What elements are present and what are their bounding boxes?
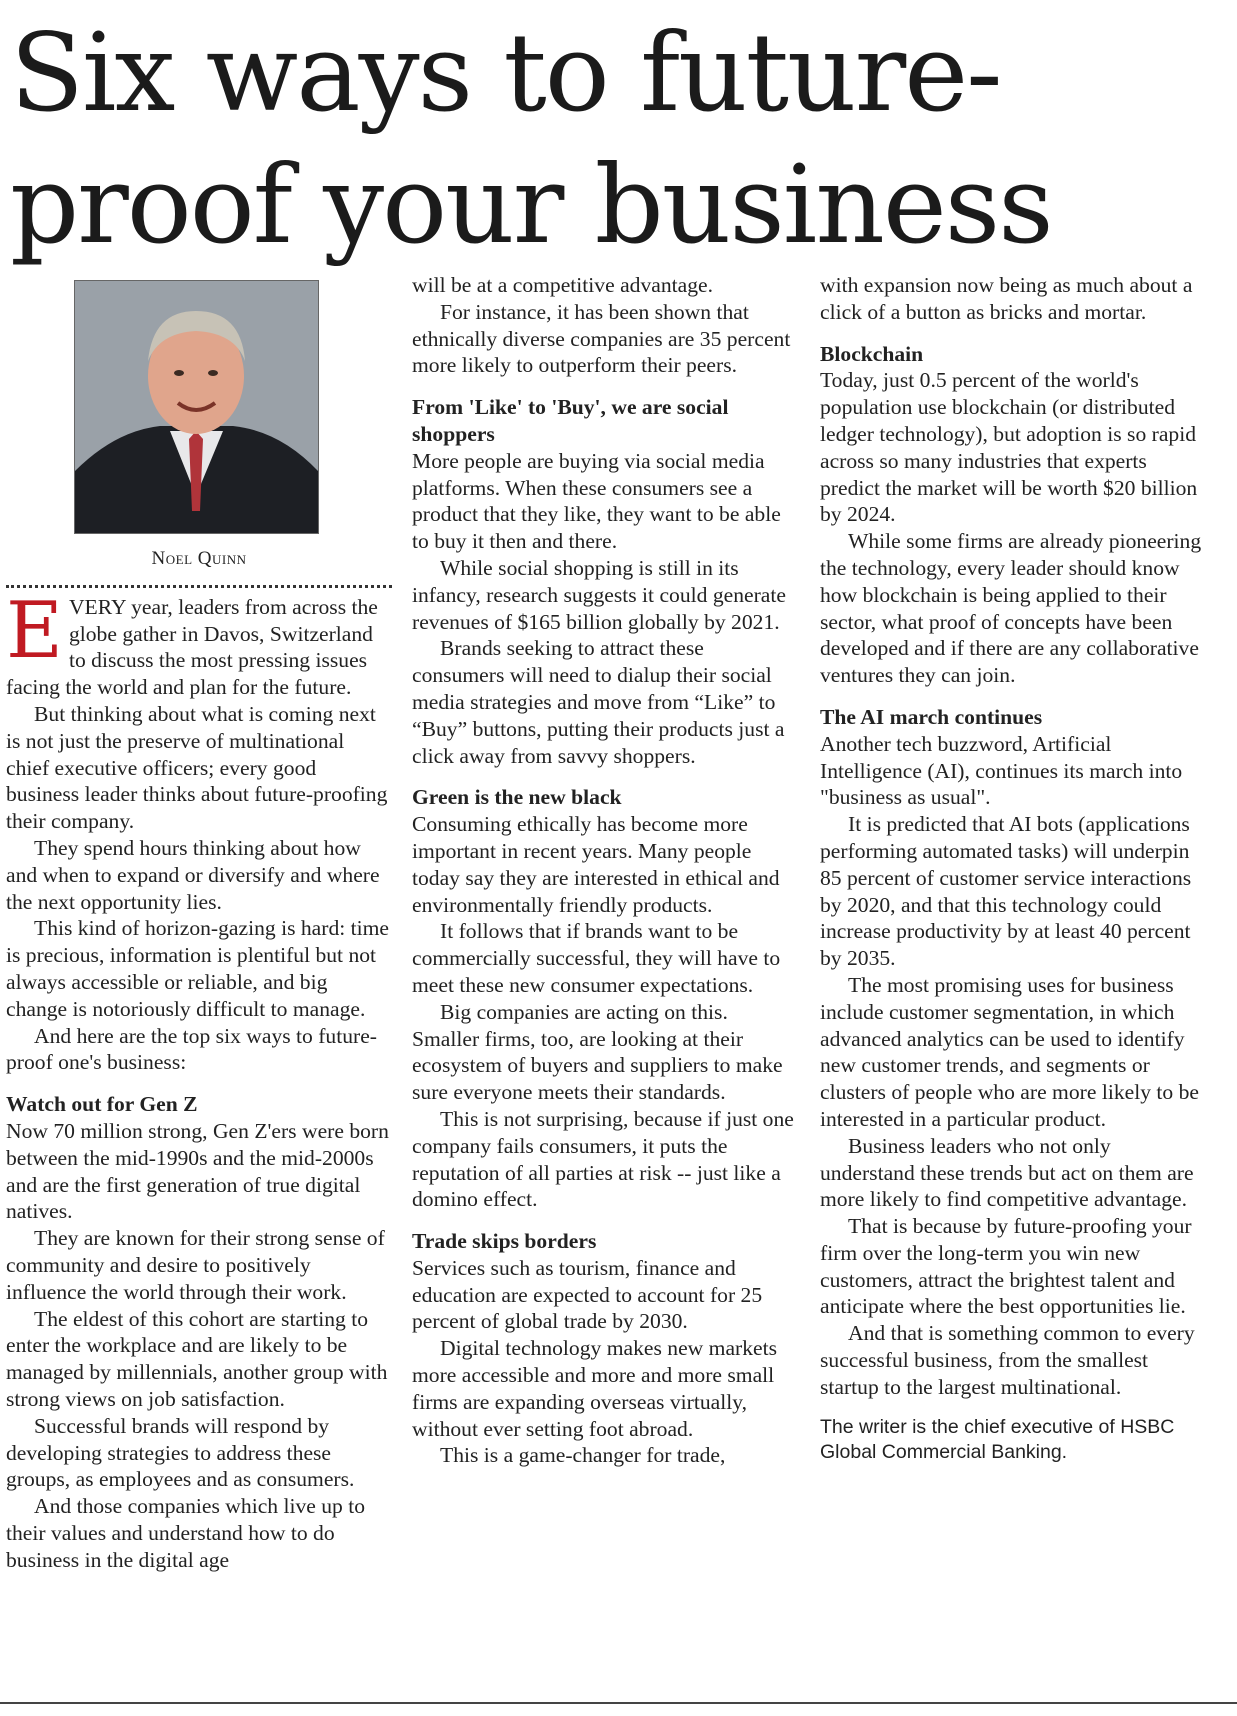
paragraph: Consuming ethically has become more important in recent years. Many people today say they are interested in ethical and environmentally friendly products. bbox=[412, 812, 780, 917]
subheading-trade: Trade skips borders bbox=[412, 1229, 597, 1254]
bottom-border bbox=[0, 1702, 1237, 1704]
paragraph: Successful brands will respond by developing strategies to address these groups, as employees and as consumers. bbox=[6, 1413, 355, 1492]
paragraph: Digital technology makes new markets more accessible and more and more small firms are expanding overseas virtually, without ever setting foot abroad. bbox=[412, 1336, 778, 1441]
paragraph: Another tech buzzword, Artificial Intelligence (AI), continues its march into "business as usual". bbox=[820, 731, 1183, 810]
paragraph: It is predicted that AI bots (applications performing automated tasks) will underpin 85 percent of customer service interactions by 2020, and that this technology could increase productivity by at least 40 percent by 2035. bbox=[820, 812, 1192, 971]
paragraph: Now 70 million strong, Gen Z'ers were born between the mid-1990s and the mid-2000s and are the first generation of true digital natives. bbox=[6, 1118, 389, 1224]
paragraph: This is not surprising, because if just one company fails consumers, it puts the reputation of all parties at risk -- just like a domino effect. bbox=[412, 1106, 794, 1212]
paragraph: And those companies which live up to their values and understand how to do business in the digital age bbox=[6, 1494, 366, 1572]
paragraph: But thinking about what is coming next is not just the preserve of multinational chief executive officers; every good business leader thinks about future-proofing their company. bbox=[6, 701, 388, 834]
paragraph: And here are the top six ways to future-proof one's business: bbox=[6, 1023, 377, 1075]
paragraph: Business leaders who not only understand these trends but act on them are more likely to find competitive advantage. bbox=[820, 1133, 1194, 1212]
subheading-blockchain: Blockchain bbox=[820, 341, 924, 366]
paragraph: More people are buying via social media platforms. When these consumers see a product that they like, they want to be able to buy it then and there. bbox=[412, 448, 781, 554]
paragraph: The most promising uses for business include customer segmentation, in which advanced analytics can be used to identify new customer trends, and segments or clusters of people who are more likely to be interested in a particular product. bbox=[820, 972, 1199, 1131]
paragraph: That is because by future-proofing your firm over the long-term you win new customers, attract the brightest talent and anticipate where the best opportunities lie. bbox=[820, 1214, 1192, 1319]
intro-paragraph bbox=[6, 585, 392, 701]
dotted-divider bbox=[6, 585, 392, 588]
subheading-gen-z: Watch out for Gen Z bbox=[6, 1092, 198, 1117]
paragraph: The eldest of this cohort are starting to enter the workplace and are likely to be managed by millennials, another group with strong views on job satisfaction. bbox=[6, 1306, 388, 1411]
paragraph: will be at a competitive advantage. bbox=[412, 273, 713, 297]
subheading-green: Green is the new black bbox=[412, 785, 622, 810]
photo-caption: Noel Quinn bbox=[151, 548, 247, 569]
paragraph: While some firms are already pioneering the technology, every leader should know how blockchain is being applied to their sector, what proof of concepts have been developed and if there are any collaborative ventures they can join. bbox=[820, 529, 1202, 688]
intro-text: VERY year, leaders from across the globe gather in Davos, Switzerland to discuss the most pressing issues facing the world and plan for the future. bbox=[6, 594, 378, 700]
column-2 bbox=[412, 272, 794, 1469]
subheading-social-shoppers: From 'Like' to 'Buy', we are social shoppers bbox=[412, 395, 729, 446]
paragraph: Services such as tourism, finance and education are expected to account for 25 percent of global trade by 2030. bbox=[412, 1255, 763, 1334]
author-byline: The writer is the chief executive of HSBC Global Commercial Banking. bbox=[820, 1415, 1175, 1463]
portrait-image bbox=[75, 281, 318, 533]
paragraph: Today, just 0.5 percent of the world's population use blockchain (or distributed ledger technology), but adoption is so rapid across so many industries that experts predict the market will be worth $20 billion by 2024. bbox=[820, 368, 1198, 527]
drop-cap: E bbox=[6, 585, 63, 676]
paragraph: This kind of horizon-gazing is hard: time is precious, information is plentiful but not always accessible or reliable, and big change is notoriously difficult to manage. bbox=[6, 916, 390, 1021]
paragraph: They are known for their strong sense of community and desire to positively influence the world through their work. bbox=[6, 1226, 385, 1304]
paragraph: While social shopping is still in its infancy, research suggests it could generate revenues of $165 billion globally by 2021. bbox=[412, 555, 786, 634]
paragraph: Brands seeking to attract these consumers will need to dialup their social media strategies and move from “Like” to “Buy” buttons, putting their products just a click away from savvy shoppers. bbox=[412, 636, 785, 768]
paragraph: And that is something common to every successful business, from the smallest startup to the largest multinational. bbox=[820, 1321, 1195, 1399]
author-photo bbox=[74, 280, 319, 534]
column-1 bbox=[6, 272, 392, 1573]
paragraph: It follows that if brands want to be commercially successful, they will have to meet these new consumer expectations. bbox=[412, 919, 781, 997]
paragraph: with expansion now being as much about a click of a button as bricks and mortar. bbox=[820, 273, 1193, 324]
column-3 bbox=[820, 272, 1204, 1465]
paragraph: Big companies are acting on this. Smaller firms, too, are looking at their ecosystem of buyers and suppliers to make sure everyone meets their standards. bbox=[412, 999, 783, 1105]
paragraph: This is a game-changer for trade, bbox=[440, 1443, 726, 1468]
paragraph: For instance, it has been shown that ethnically diverse companies are 35 percent more likely to outperform their peers. bbox=[412, 299, 791, 378]
subheading-ai: The AI march continues bbox=[820, 704, 1043, 729]
headline: Six ways to future-proof your business bbox=[10, 11, 1052, 268]
paragraph: They spend hours thinking about how and when to expand or diversify and where the next opportunity lies. bbox=[6, 835, 380, 914]
